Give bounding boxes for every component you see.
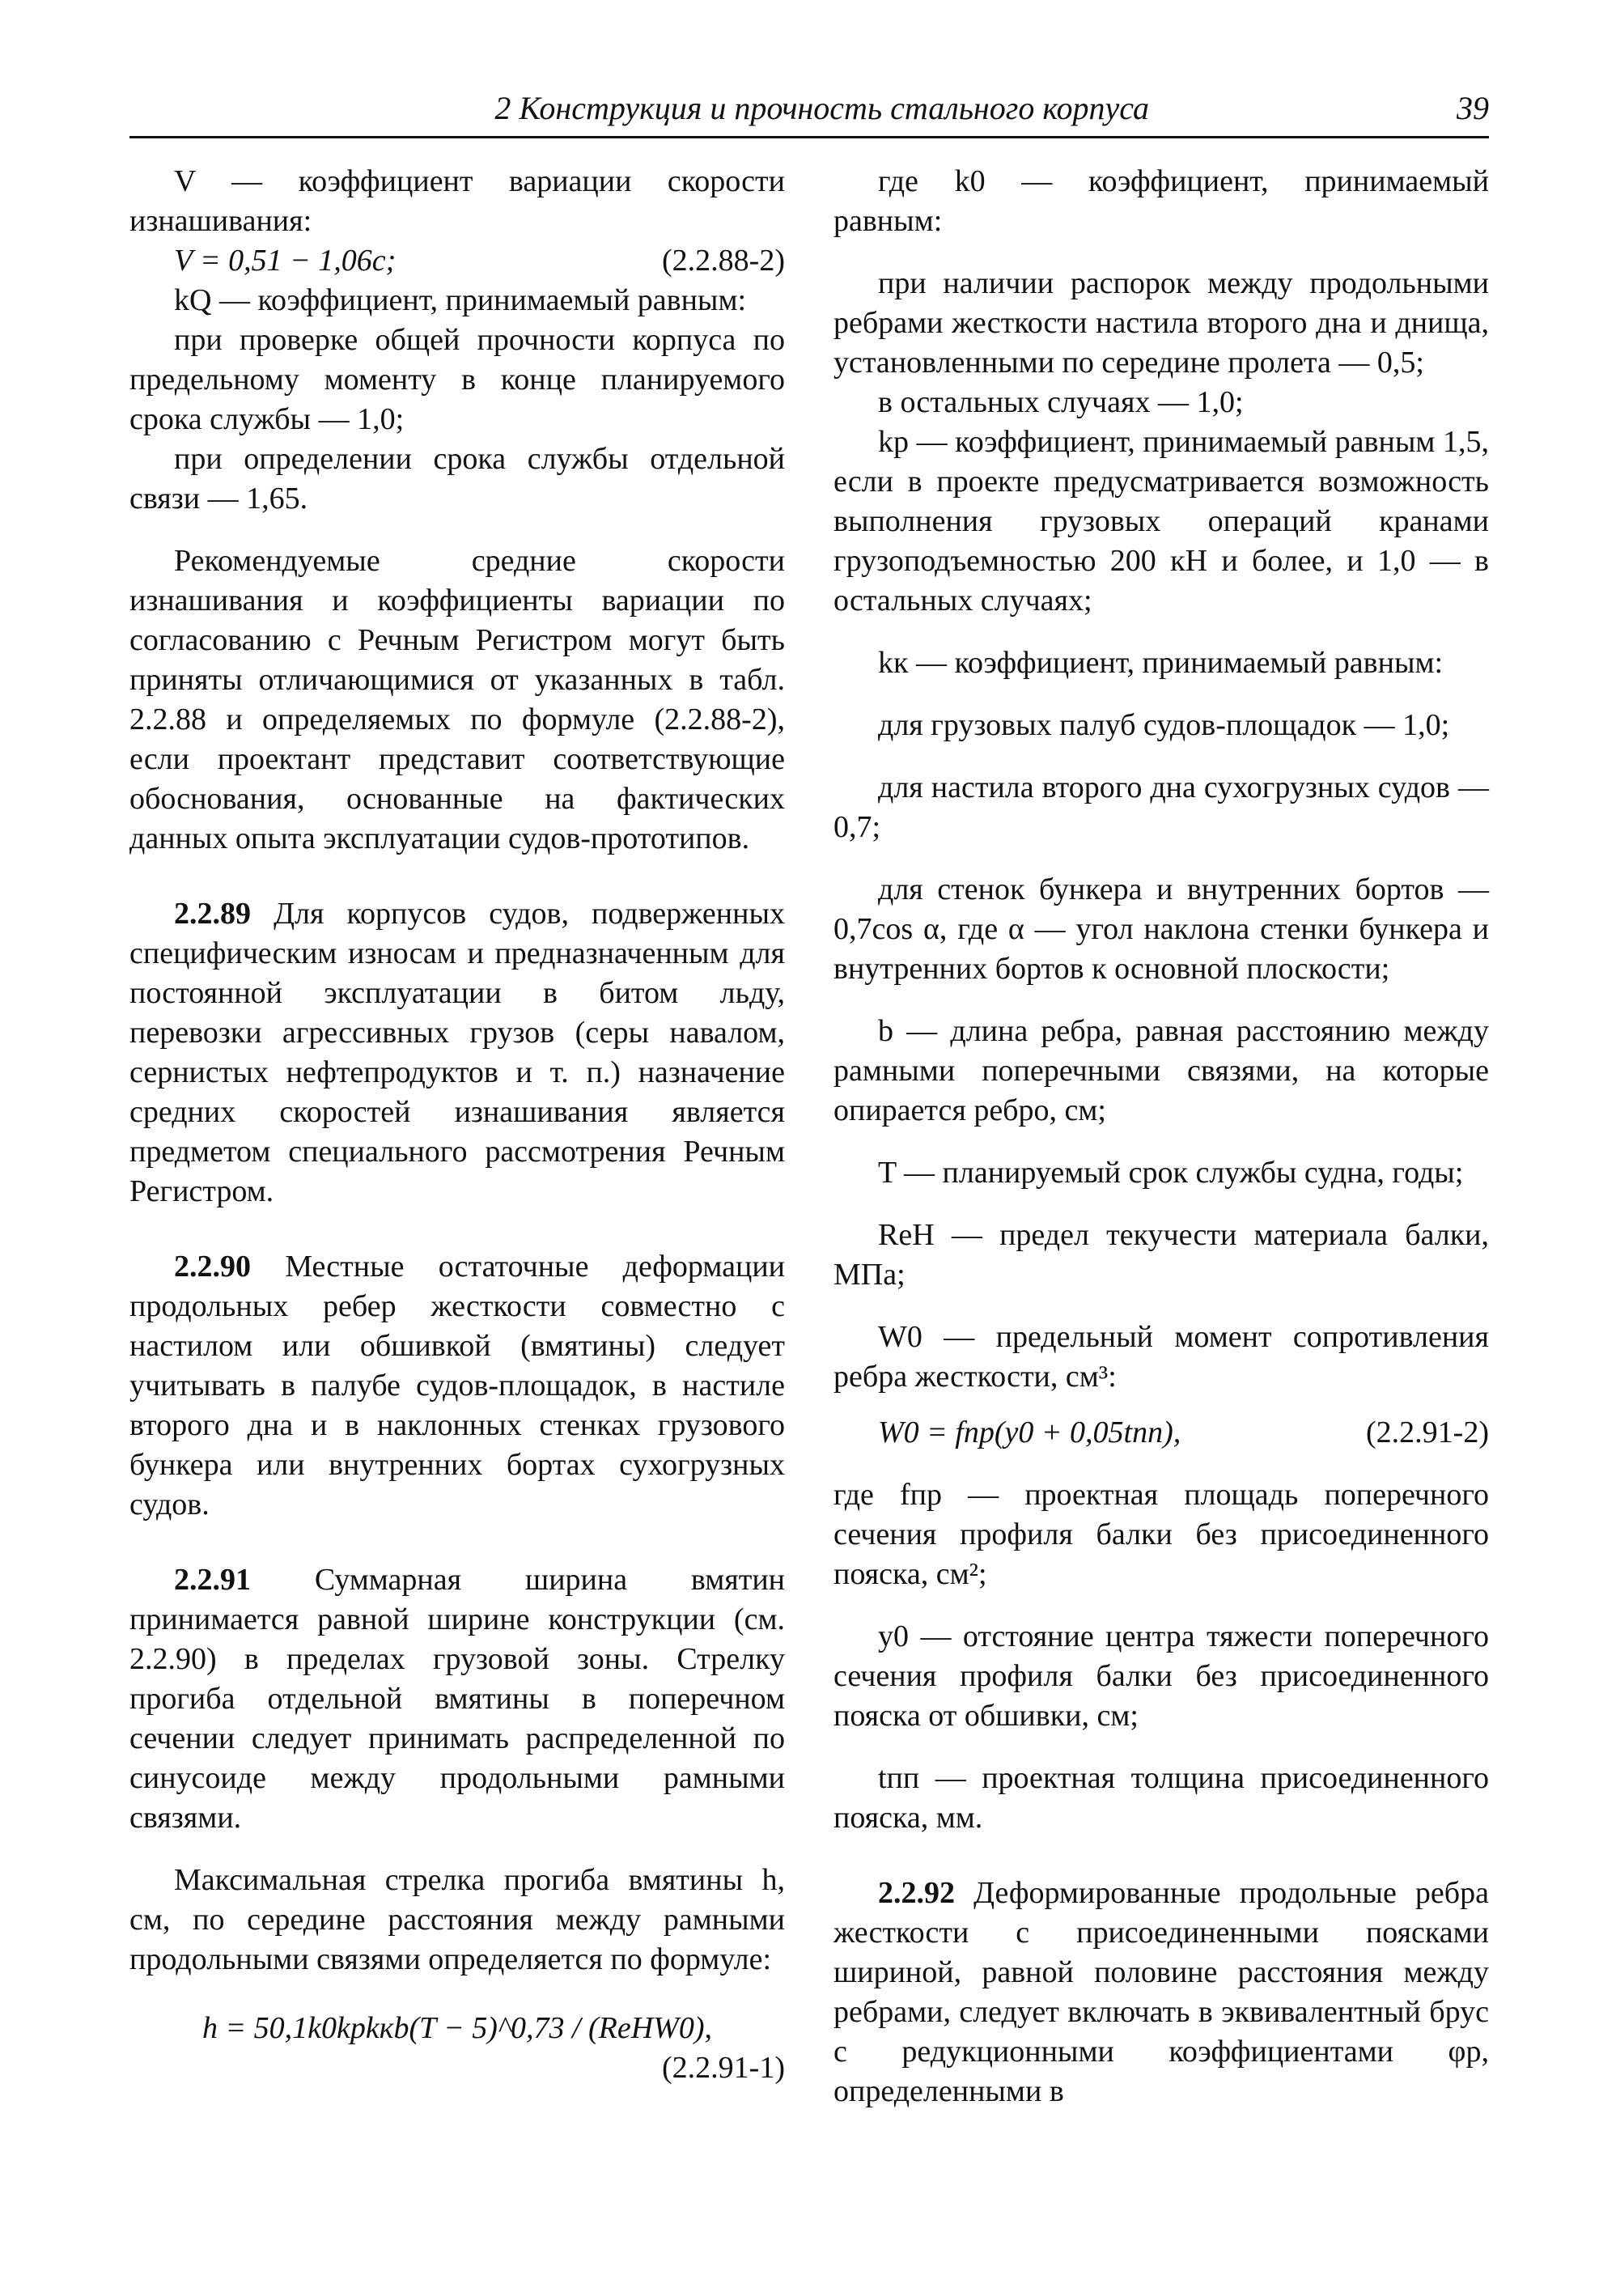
paragraph-v-coefficient: V — коэффициент вариации скорости изнашивания:: [129, 164, 785, 238]
section-text: Для корпусов судов, подверженных специфическим износам и предназначенным для постоянной эксплуатации в битом льду, перевозки агрессивных грузов (серы навалом, сернистых нефтепродуктов и т. п.) назначение средних скоростей изнашивания является предметом специального рассмотрения Речным Регистром.: [129, 897, 785, 1208]
right-column: [833, 162, 1489, 2111]
paragraph-t-service-life: T — планируемый срок службы судна, годы;: [878, 1156, 1464, 1190]
paragraph-strength-check: при проверке общей прочности корпуса по предельному моменту в конце планируемого срока службы — 1,0;: [129, 323, 785, 436]
paragraph-tpp-thickness: tпп — проектная толщина присоединенного пояска, мм.: [833, 1761, 1489, 1835]
page-header: [129, 87, 1489, 138]
paragraph-w0-moment: W0 — предельный момент сопротивления ребра жесткости, см³:: [833, 1320, 1489, 1394]
paragraph-kp-coefficient: kp — коэффициент, принимаемый равным 1,5, если в проекте предусматривается возможность выполнения грузовых операций кранами грузоподъемностью 200 кН и более, и 1,0 — в остальных случаях;: [833, 425, 1489, 618]
paragraph-hopper-walls: для стенок бункера и внутренних бортов — 0,7cos α, где α — угол наклона стенки бункера и внутренних бортов к основной плоскости;: [833, 872, 1489, 986]
section-text: Местные остаточные деформации продольных ребер жесткости совместно с настилом или обшивкой (вмятины) следует учитывать в палубе судов-площадок, в настиле второго дна и в наклонных стенках грузового бункера или внутренних бортах сухогрузных судов.: [129, 1250, 785, 1521]
running-title: 2 Конструкция и прочность стального корпуса: [494, 90, 1149, 126]
equation-formula: W0 = fпр(y0 + 0,05tпп),: [878, 1415, 1181, 1449]
paragraph-other-cases: в остальных случаях — 1,0;: [878, 385, 1244, 419]
paragraph-b-length: b — длина ребра, равная расстоянию между рамными поперечными связями, на которые опирается ребро, см;: [833, 1014, 1489, 1127]
equation-number: (2.2.91-2): [1366, 1415, 1489, 1449]
page-number: 39: [1457, 90, 1489, 126]
equation-2-2-91-1: [129, 2009, 785, 2048]
paragraph-struts: при наличии распорок между продольными ребрами жесткости настила второго дна и днища, установленными по середине пролета — 0,5;: [833, 266, 1489, 380]
section-2-2-92: [833, 1874, 1489, 2111]
equation-2-2-88-2: [129, 241, 785, 281]
paragraph-fpr-area: где fпр — проектная площадь поперечного сечения профиля балки без присоединенного пояска, см²;: [833, 1478, 1489, 1591]
section-2-2-91: [129, 1560, 785, 1838]
paragraph-kk-coefficient: kк — коэффициент, принимаемый равным:: [878, 646, 1444, 680]
section-text: Суммарная ширина вмятин принимается равной ширине конструкции (см. 2.2.90) в пределах грузовой зоны. Стрелку прогиба отдельной вмятины в поперечном сечении следует принимать распределенной по синусоиде между продольными рамными связями.: [129, 1563, 785, 1835]
section-number: 2.2.91: [174, 1563, 251, 1597]
paragraph-cargo-decks: для грузовых палуб судов-площадок — 1,0;: [878, 708, 1450, 742]
section-2-2-89: [129, 894, 785, 1212]
equation-number: (2.2.88-2): [662, 244, 785, 278]
section-text: Деформированные продольные ребра жесткости с присоединенными поясками шириной, равной половине расстояния между ребрами, следует включать в эквивалентный брус с редукционными коэффициентами φp, определенными в: [833, 1876, 1489, 2108]
equation-number: (2.2.91-1): [662, 2051, 785, 2085]
equation-2-2-91-2: [833, 1413, 1489, 1453]
equation-formula: V = 0,51 − 1,06c;: [174, 244, 397, 278]
paragraph-reh-yield: RеН — предел текучести материала балки, МПа;: [833, 1218, 1489, 1292]
paragraph-recommended-rates: Рекомендуемые средние скорости изнашивания и коэффициенты вариации по согласованию с Речным Регистром могут быть приняты отличающимися от указанных в табл. 2.2.88 и определяемых по формуле (2.2.88-2), если проектант представит соответствующие обоснования, основанные на фактических данных опыта эксплуатации судов-прототипов.: [129, 544, 785, 855]
paragraph-max-deflection: Максимальная стрелка прогиба вмятины h, см, по середине расстояния между рамными продольными связями определяется по формуле:: [129, 1863, 785, 1976]
section-number: 2.2.89: [174, 897, 251, 931]
section-number: 2.2.92: [878, 1876, 955, 1910]
equation-formula: h = 50,1k0kpkкb(T − 5)^0,73 / (RеНW0),: [202, 2011, 712, 2045]
paragraph-k0-coefficient: где k0 — коэффициент, принимаемый равным:: [833, 164, 1489, 238]
section-2-2-90: [129, 1247, 785, 1525]
paragraph-service-life: при определении срока службы отдельной связи — 1,65.: [129, 442, 785, 516]
paragraph-y0-distance: y0 — отстояние центра тяжести поперечного сечения профиля балки без присоединенного пояска от обшивки, см;: [833, 1619, 1489, 1733]
paragraph-kq-coefficient: kQ — коэффициент, принимаемый равным:: [174, 283, 747, 317]
left-column: [129, 162, 785, 2088]
paragraph-double-bottom: для настила второго дна сухогрузных судов — 0,7;: [833, 770, 1489, 844]
section-number: 2.2.90: [174, 1250, 251, 1284]
